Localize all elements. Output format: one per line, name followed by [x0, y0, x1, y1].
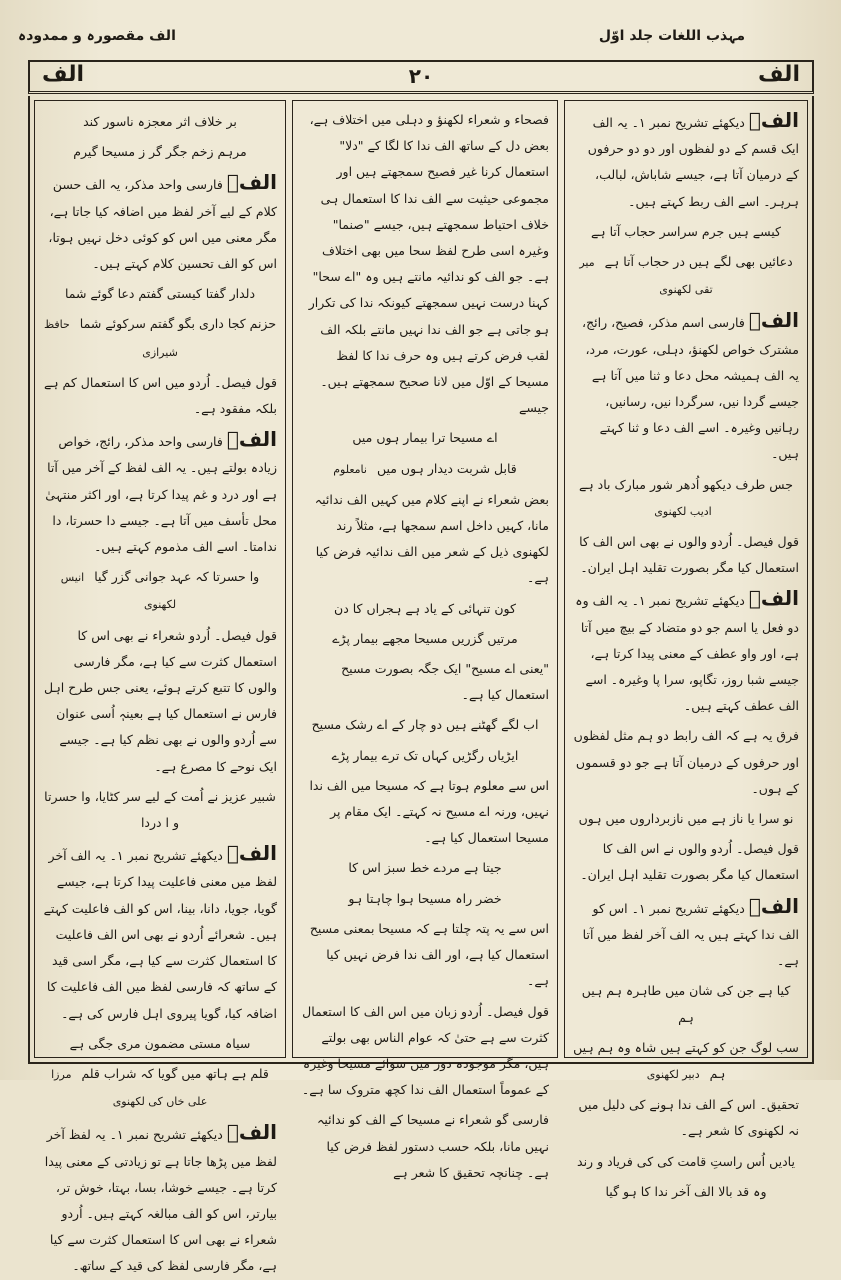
column-middle	[292, 100, 558, 1180]
verse-line: مرہم زخم جگر گر ز مسیحا گیرم	[73, 144, 247, 160]
paragraph: اس سے معلوم ہوتا ہے کہ مسیحا میں الف ندا نہیں، ورنہ اے مسیح نہ کہتے۔ ایک مقام پر مسیحا استعمال کیا ہے۔	[309, 777, 549, 846]
paragraph: بعض شعراء نے اپنے کلام میں کہیں الف ندائیہ مانا، کہیں داخل اسم سمجھا ہے، مثلاً رند لکھنوی ذیل کے شعر میں الف ندائیہ فرض کیا ہے۔	[314, 491, 549, 586]
entry-text: دیکھئے تشریح نمبر ۱۔ یہ الف ایک قسم کے دو لفظوں اور دو دو حرفوں کے درمیان آتا ہے، جیسے شاباش، لبالب، ہرہر۔ اسے الف ربط کہتے ہیں۔	[587, 115, 799, 209]
verdict: قول فیصل۔ اُردو والوں نے بھی اس الف کا استعمال کیا مگر بصورت تقلید اہل ایران۔	[579, 534, 799, 576]
verse-line	[301, 456, 549, 483]
entry-headword: الفؔ	[748, 586, 799, 611]
verse-line	[573, 472, 799, 525]
entry-text: دیکھئے تشریح نمبر ۱۔ اس کو الف ندا کہتے ہیں یہ الف آخر لفظ میں آتا ہے۔	[582, 900, 799, 969]
entry-text: فارسی اسم مذکر، فصیح، رائج، مشترک خواص لکھنؤ، دہلی، عورت، مرد، یہ الف ہمیشہ محل دعا و ثنا میں آتا ہے جیسے گردا نیں، سرگردا نیں، رسانیں، رہانیں وغیرہ۔ اسے الف دعا و ثنا کہتے ہیں۔	[582, 315, 799, 462]
poet-name: ادیب لکھنوی	[654, 504, 712, 518]
verse-line: اے مسیحا ترا بیمار ہوں میں	[352, 430, 498, 446]
page-number: ۲۰	[408, 64, 434, 88]
entry	[573, 107, 799, 215]
verse-line	[43, 1061, 277, 1115]
poet-name: مرزا علی خاں کی لکھنوی	[51, 1067, 208, 1109]
verdict: قول فیصل۔ اُردو والوں نے اس الف کا استعمال کیا مگر بصورت تقلید اہل ایران۔	[580, 841, 799, 883]
verse-line: بر خلاف اثر معجزہ ناسور کند	[83, 114, 237, 129]
verse-line: وہ قد بالا الف آخر ندا کا ہو گیا	[605, 1183, 767, 1199]
paragraph: اس سے یہ پتہ چلتا ہے کہ مسیحا بمعنی مسیح استعمال کیا ہے، اور الف ندا فرض نہیں کیا ہے۔	[309, 920, 549, 989]
verse-line	[573, 1035, 799, 1088]
header-word-left: الف	[42, 62, 85, 87]
entry-text: فارسی واحد مذکر، رائج، خواص زیادہ بولتے ہیں۔ یہ الف لفظ کے آخر میں آتا ہے اور درد و غم پیدا کرتا ہے، اور اکثر منتہیٰ محل تأسف میں آتا ہے۔ جیسے دا حسرتا، دا ندامتا۔ اسے الف مذموم کہتے ہیں۔	[45, 434, 277, 555]
header-word-right: الف	[757, 62, 800, 87]
verse-text: قلم ہے ہاتھ میں گویا کہ شراب قلم	[81, 1065, 269, 1081]
verse-line: نو سرا یا ناز ہے میں نازبرداروں میں ہوں	[578, 811, 794, 827]
entry	[573, 893, 799, 975]
entry-headword: الفؔ	[748, 893, 799, 918]
header-bar	[28, 60, 814, 94]
entry	[573, 307, 799, 467]
running-head	[0, 24, 841, 52]
verse-text: وا حسرتا کہ عہد جوانی گزر گیا	[94, 569, 260, 585]
entry-text: فارسی واحد مذکر، یہ الف حسن کلام کے لیے آخر لفظ میں اضافہ کیا جاتا ہے، مگر معنی میں اس کو کوئی دخل نہیں ہوتا، اس کو الف تحسین کلام کہتے ہیں۔	[48, 177, 277, 272]
verse-text: قابل شربت دیدار ہوں میں	[376, 460, 517, 476]
verse-text: حزنم کجا داری بگو گفتم سرکوئے شما	[79, 316, 277, 332]
verse-line	[43, 564, 277, 618]
verse-text: دعائیں بھی لگے ہیں در حجاب آتا ہے	[604, 254, 793, 270]
verdict: قول فیصل۔ اُردو میں اس کا استعمال کم ہے بلکہ مفقود ہے۔	[43, 374, 277, 417]
poet-name: میر تقی لکھنوی	[579, 256, 713, 297]
poet-name: انیس لکھنوی	[60, 571, 177, 612]
entry	[43, 426, 277, 560]
verse-line	[43, 311, 277, 365]
paragraph: فصحاء و شعراء لکھنؤ و دہلی میں اختلاف ہے، بعض دل کے ساتھ الف ندا کا لگا کے "دلا" استعمال کرنا غیر فصیح سمجھتے ہیں اور مجموعی حیثیت سے الف ندا کا استعمال ہی خلاف احتیاط سمجھتے ہیں، جیسے "صنما" وغیرہ اسی طرح لفظ سحا میں بھی اختلاف ہے۔ جو الف کو ندائیہ مانتے ہیں وہ "اے سحا" کہنا درست نہیں سمجھتے کیونکہ ندا کی تکرار ہو جاتی ہے جو الف ندا نہیں مانتے بلکہ الف لقب فرض کرتے ہیں وہ حرف ندا کا لفظ مسیحا کے اوّل میں لانا صحیح سمجھتے ہیں۔ جیسے	[308, 112, 549, 416]
verse-line: اب لگے گھٹنے ہیں دو چار کے اے رشک مسیح	[311, 717, 539, 733]
verse-text: جس طرف دیکھو اُدھر شور مبارک باد ہے	[579, 476, 793, 492]
paragraph: فارسی گو شعراء نے مسیحا کے الف کو ندائیہ نہیں مانا، بلکہ حسب دستور لفظ فرض کیا ہے۔ چنانچہ تحقیق کا شعر ہے	[317, 1112, 549, 1180]
poet-name: حافظ شیرازی	[43, 318, 178, 359]
verse-line: کون تنہائی کے یاد ہے ہجراں کا دن	[334, 600, 516, 616]
verse-line: دلدار گفتا کیستی گفتم دعا گوئے شما	[64, 286, 256, 302]
verse-line: شبیر عزیز نے اُمت کے لیے سر کٹایا، وا حسرتا و ا دردا	[44, 788, 276, 831]
column-right	[564, 100, 808, 1199]
entry-headword: الفؔ	[226, 1120, 277, 1145]
entry-headword: الفؔ	[748, 308, 799, 333]
verse-text: سب لوگ جن کو کہتے ہیں شاہ وہ ہم ہیں ہم	[573, 1039, 799, 1081]
column-left	[34, 100, 286, 1274]
verse-line: کیسے ہیں جرم سراسر حجاب آتا ہے	[590, 223, 781, 239]
entry-text: دیکھئے تشریح نمبر ۱۔ یہ لفظ آخر لفظ میں پڑھا جاتا ہے تو زیادتی کے معنی پیدا کرتا ہے۔ جیسے خوشا، بسا، بہتا، خوش تر، بیارتر، اس کو الف مبالغہ کہتے ہیں۔ اُردو شعراء نے بھی اس کا استعمال کثرت سے کیا ہے، مگر فارسی لفظ کی قید کے ساتھ۔	[44, 1127, 277, 1274]
entry-continuation: فرق یہ ہے کہ الف رابط دو ہم مثل لفظوں اور حرفوں کے درمیان آتا ہے جو دو قسموں کے ہوں۔	[573, 728, 799, 796]
entry	[43, 169, 277, 277]
entry	[573, 585, 799, 719]
entry	[43, 840, 277, 1026]
verse-line: ایڑیاں رگڑیں کہاں تک ترے بیمار پڑے	[331, 747, 519, 763]
section-title: الف مقصورہ و ممدودہ	[18, 28, 176, 44]
paragraph: "یعنی اے مسیح" ایک جگہ بصورت مسیح استعمال کیا ہے۔	[341, 661, 549, 703]
volume-title: مہذب اللغات جلد اوّل	[598, 28, 745, 44]
entry-headword: الفؔ	[226, 427, 277, 452]
verse-line: یادیں اُس راستِ قامت کی کی فریاد و رند	[577, 1153, 795, 1169]
poet-name: نامعلوم	[333, 462, 367, 476]
verdict: قول فیصل۔ اُردو زبان میں اس الف کا استعمال کثرت سے ہے حتیٰ کہ عوام الناس بھی بولتے ہیں، مگر موجودہ دور میں سوائے مسیحا وغیرہ کے عموماً استعمال الف ندا کچھ متروک سا ہے۔	[301, 1003, 549, 1098]
verse-line: سیاہ مستی مضمون مری جگی ہے	[69, 1035, 251, 1051]
entry-text: دیکھئے تشریح نمبر ۱۔ یہ الف آخر لفظ میں معنی فاعلیت پیدا کرتا ہے، جیسے گویا، جویا، دانا، بینا، اس کو الف فاعلیت کہتے ہیں۔ شعرائے اُردو نے بھی اس الف فاعلیت کا استعمال کثرت سے کیا ہے، مگر اسی قید کے ساتھ کہ فارسی لفظ میں الف فاعلیت کا اضافہ کیا، گویا پیروی اہل فارس کی ہے۔	[43, 848, 277, 1021]
verse-line	[573, 249, 799, 303]
verse-line: کیا ہے جن کی شان میں طاہرہ ہم ہیں ہم	[581, 983, 791, 1025]
entry-headword: الفؔ	[226, 170, 277, 195]
entry-headword: الفؔ	[748, 108, 799, 132]
entry-text: دیکھئے تشریح نمبر ۱۔ یہ الف وہ دو فعل یا اسم جو دو متضاد کے بیچ میں آتا ہے، اور واو عطف کے معنی پیدا کرتا ہے، جیسے شبا روز، تگاپو، سرا پا وغیرہ۔ اسے الف عطف کہتے ہیں۔	[575, 593, 799, 714]
verdict: قول فیصل۔ اُردو شعراء نے بھی اس کا استعمال کثرت سے کیا ہے، مگر فارسی والوں کا تتبع کرتے ہوئے، یعنی جس طرح اہل فارس نے استعمال کیا ہے بعینہٖ اُسی عنوان سے اُردو والوں نے بھی نظم کیا ہے۔ جیسے ایک نوحے کا مصرع ہے۔	[44, 627, 277, 774]
poet-name: دبیر لکھنوی	[646, 1067, 700, 1081]
entry-headword: الفؔ	[226, 841, 277, 866]
entry	[43, 1119, 277, 1279]
verse-line: مرتیں گزریں مسیحا مجھے بیمار پڑے	[332, 630, 518, 646]
verse-line: جیتا ہے مردے خط سبز اس کا	[348, 860, 502, 876]
verse-line: خضر راہ مسیحا ہوا چاہتا ہو	[348, 890, 502, 906]
research-note: تحقیق۔ اس کے الف ندا ہونے کی دلیل میں نہ لکھنوی کا شعر ہے۔	[578, 1097, 799, 1139]
